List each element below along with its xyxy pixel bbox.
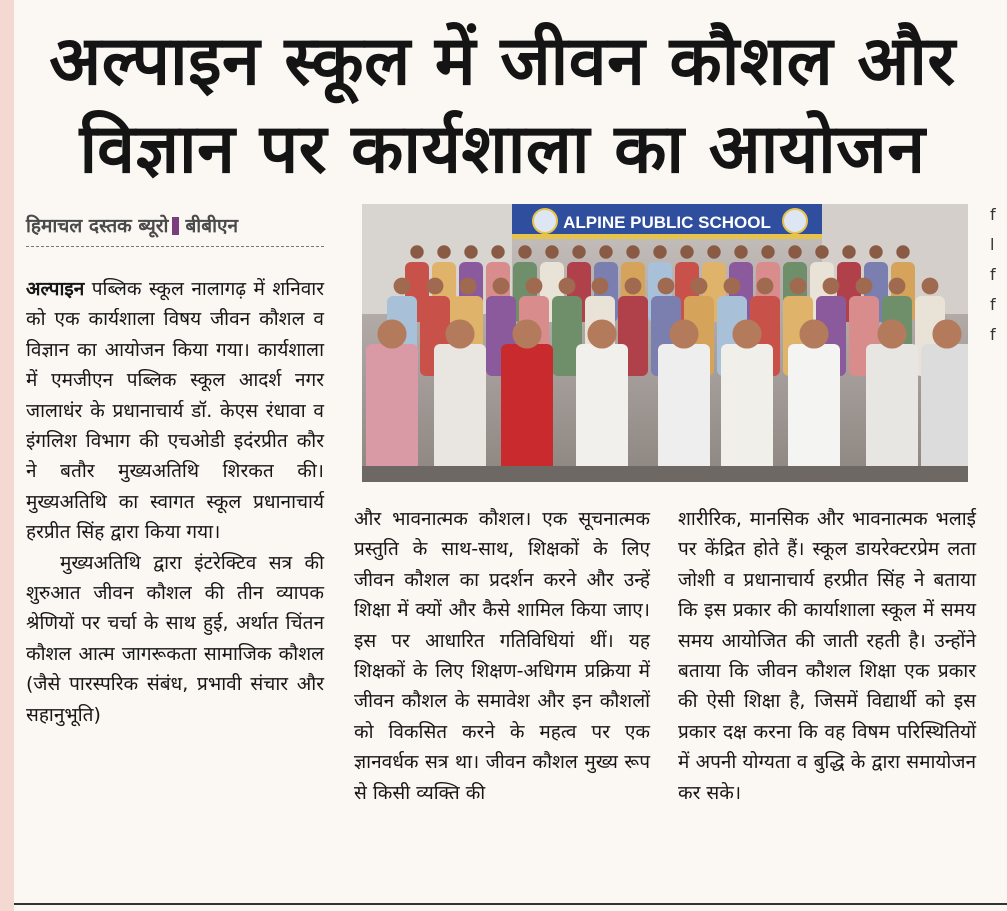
group-photo: [362, 204, 968, 482]
fragment-2: l: [990, 235, 995, 254]
page-left-strip: [0, 0, 14, 911]
person-head: [788, 245, 801, 258]
person-head: [625, 278, 642, 295]
person-head: [493, 278, 510, 295]
person-head: [572, 245, 585, 258]
article-column-3: [678, 504, 976, 808]
person-body: [921, 344, 968, 474]
byline-rule: [26, 246, 324, 247]
person-head: [761, 245, 774, 258]
article-paragraph-2-continued: और भावनात्मक कौशल। एक सूचनात्मक प्रस्तुति के साथ-साथ, शिक्षकों के लिए जीवन कौशल का प्रदर्शन करने और उन्हें शिक्षा में क्यों और कैसे शामिल किया जाए। इस पर आधारित गतिविधियां थीं। यह शिक्षकों के लिए शिक्षण-अधिगम प्रक्रिया में जीवन कौशल के समावेश और इन कौशलों को विकसित करने के महत्व पर एक ज्ञानवर्धक सत्र था। जीवन कौशल मुख्य रूप से किसी व्यक्ति की: [354, 508, 650, 804]
person-head: [823, 278, 840, 295]
person-head: [592, 278, 609, 295]
person-head: [856, 278, 873, 295]
person-body: [366, 344, 418, 474]
person-head: [842, 245, 855, 258]
article-paragraph-1: [26, 274, 324, 548]
paragraph-1-text: पब्लिक स्कूल नालागढ़ में शनिवार को एक कार्यशाला विषय जीवन कौशल व विज्ञान का आयोजन किया गया। कार्यशाला में एमजीएन पब्लिक स्कूल आदर्श नगर जालाधंर के प्रधानाचार्य डॉ. केएस रंधावा व इंगलिश विभाग की एचओडी इदंरप्रीत कौर ने बतौर मुख्यअतिथि शिरकत की। मुख्यअतिथि का स्वागत स्कूल प्रधानाचार्य हरप्रीत सिंह द्वारा किया गया।: [26, 278, 324, 544]
person-head: [599, 245, 612, 258]
person-head: [512, 319, 541, 348]
person-head: [922, 278, 939, 295]
article-paragraph-2-end: शारीरिक, मानसिक और भावनात्मक भलाई पर केंद्रित होते हैं। स्कूल डायरेक्टरप्रेम लता जोशी व प्रधानाचार्य हरप्रीत सिंह ने बताया कि इस प्रकार की कार्याशाला स्कूल में समय समय आयोजित की जाती रहती है। उन्होंने बताया कि जीवन कौशल शिक्षा एक प्रकार की ऐसी शिक्षा है, जिसमें विद्यार्थी को इस प्रकार दक्ष करना कि वह विषम परिस्थितियों में अपनी योग्यता व बुद्धि के द्वारा समायोजन कर सके।: [678, 508, 976, 804]
person-head: [790, 278, 807, 295]
article-paragraph-2-start: मुख्यअतिथि द्वारा इंटरेक्टिव सत्र की शुरुआत जीवन कौशल की तीन व्यापक श्रेणियों पर चर्चा के साथ हुई, अर्थात चिंतन कौशल आत्म जागरूकता सामाजिक कौशल (जैसे पारस्परिक संबंध, प्रभावी संचार और सहानुभूति): [26, 551, 324, 726]
person-body: [721, 344, 773, 474]
headline: [20, 18, 985, 194]
person-head: [427, 278, 444, 295]
person-head: [724, 278, 741, 295]
byline-place: बीबीएन: [185, 215, 239, 237]
person-head: [377, 319, 406, 348]
lead-word: अल्पाइन: [26, 278, 85, 300]
byline: [26, 212, 324, 240]
person-head: [445, 319, 474, 348]
person-body: [434, 344, 486, 474]
person-head: [626, 245, 639, 258]
person-body: [658, 344, 710, 474]
article-column-1: [26, 274, 324, 730]
person-body: [501, 344, 553, 474]
person-head: [653, 245, 666, 258]
person-body: [576, 344, 628, 474]
person-head: [394, 278, 411, 295]
person-head: [464, 245, 477, 258]
headline-line-2: विज्ञान पर कार्यशाला का आयोजन: [79, 110, 926, 189]
person-body: [866, 344, 918, 474]
person-head: [437, 245, 450, 258]
fragment-5: f: [990, 325, 996, 344]
person-head: [680, 245, 693, 258]
page-bottom-rule: [14, 903, 1007, 905]
person-head: [460, 278, 477, 295]
adjacent-article-fragment: [990, 200, 1007, 900]
byline-separator-mark: [172, 217, 179, 235]
person-head: [526, 278, 543, 295]
article-column-2: [354, 504, 650, 808]
person-head: [889, 278, 906, 295]
person-body: [788, 344, 840, 474]
person-head: [587, 319, 616, 348]
banner-text: ALPINE PUBLIC SCHOOL: [563, 213, 771, 232]
person-head: [869, 245, 882, 258]
person-head: [757, 278, 774, 295]
person-head: [491, 245, 504, 258]
person-head: [932, 319, 961, 348]
person-head: [815, 245, 828, 258]
person-head: [691, 278, 708, 295]
person-head: [545, 245, 558, 258]
fragment-4: f: [990, 295, 996, 314]
person-head: [734, 245, 747, 258]
fragment-1: f: [990, 205, 996, 224]
person-head: [732, 319, 761, 348]
person-head: [877, 319, 906, 348]
person-head: [410, 245, 423, 258]
person-head: [658, 278, 675, 295]
person-head: [518, 245, 531, 258]
byline-bureau: हिमाचल दस्तक ब्यूरो: [26, 215, 169, 237]
person-head: [559, 278, 576, 295]
person-head: [669, 319, 698, 348]
fragment-3: f: [990, 265, 996, 284]
headline-line-1: अल्पाइन स्कूल में जीवन कौशल और: [49, 22, 956, 101]
person-head: [707, 245, 720, 258]
person-head: [799, 319, 828, 348]
person-head: [896, 245, 909, 258]
